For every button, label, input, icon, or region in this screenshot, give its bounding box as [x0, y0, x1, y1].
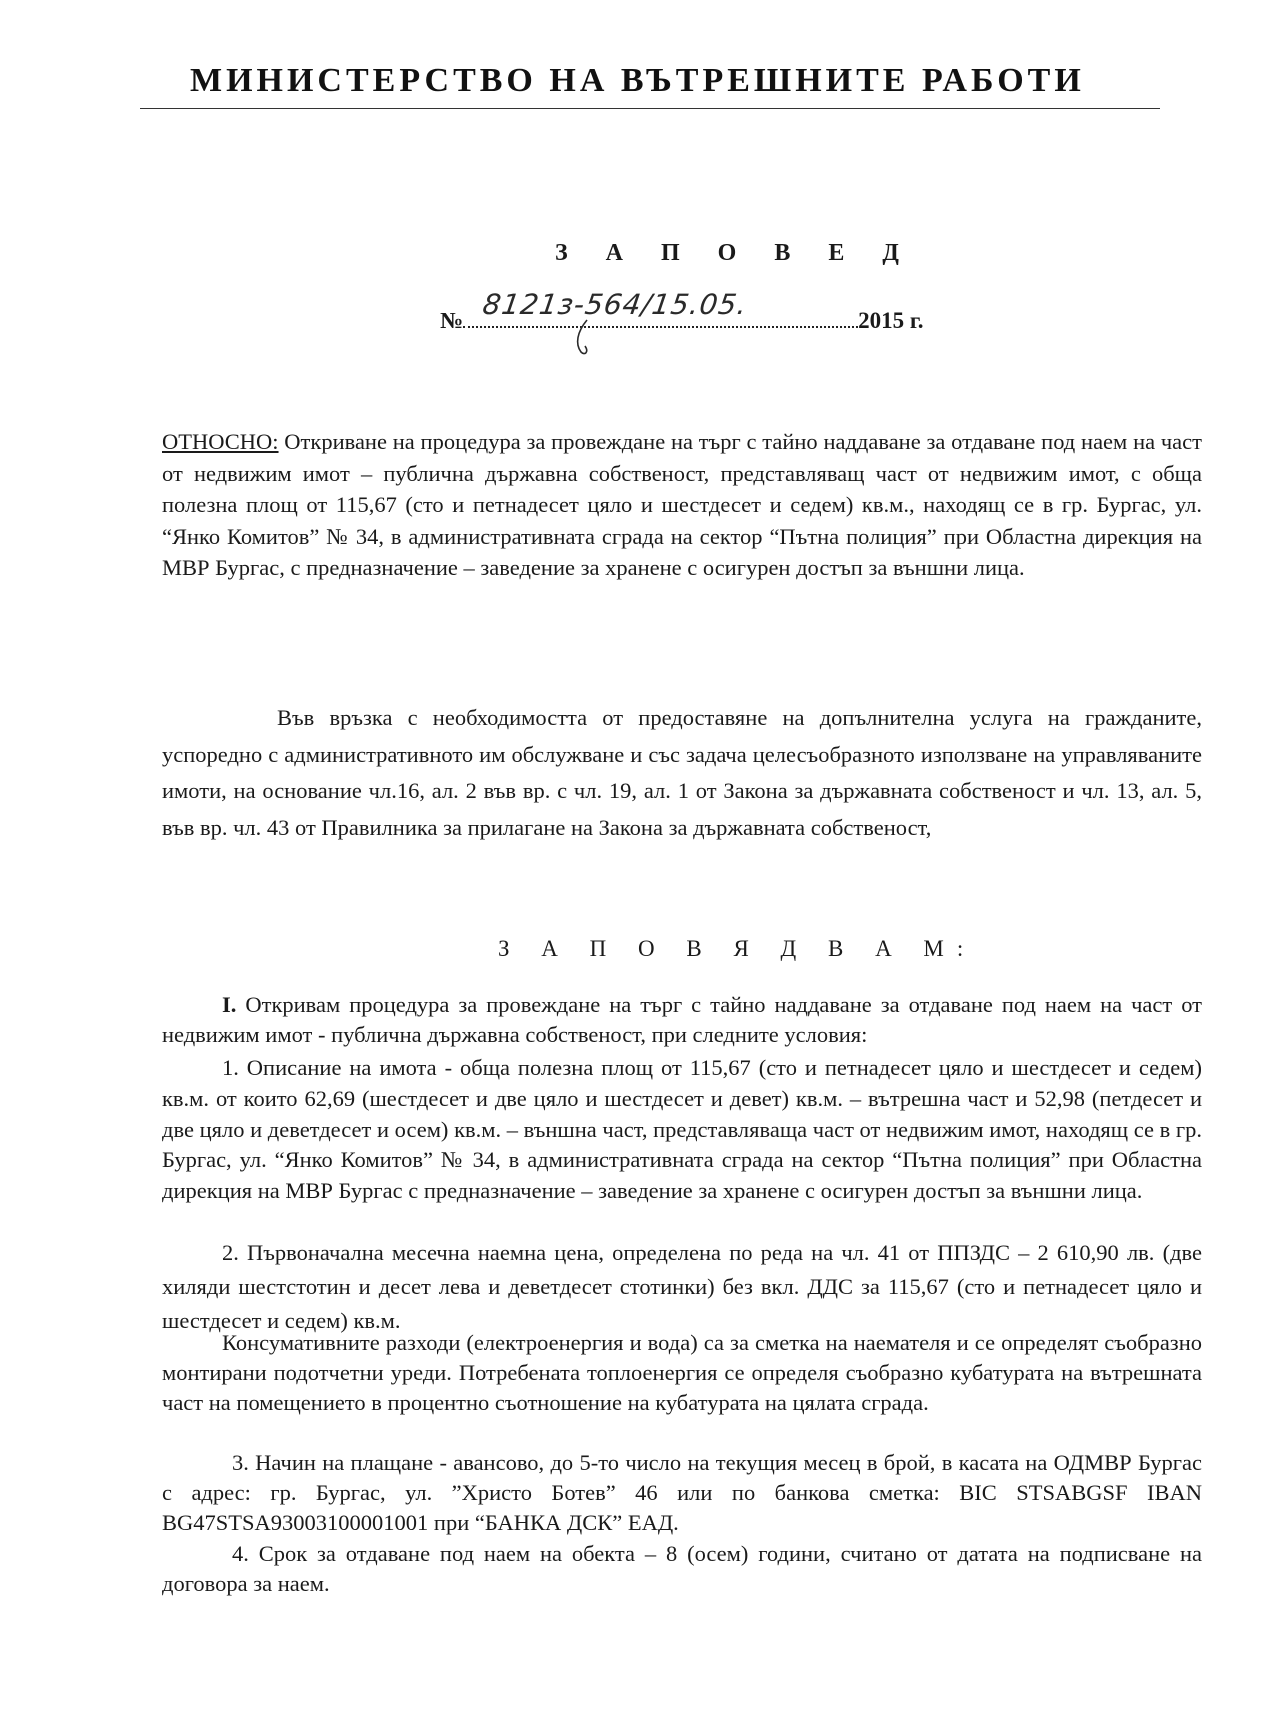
condition-2-price: 2. Първоначална месечна наемна цена, определена по реда на чл. 41 от ППЗДС – 2 610,90 лв. (две хиляди шестстотин и десет лева и деветдесет стотинки) без вкл. ДДС за 115,67 (сто и петнадесет цяло и шестдесет и седем) кв.м.: [162, 1240, 1202, 1333]
number-prefix: №: [440, 308, 464, 333]
subject-paragraph: [162, 426, 1202, 584]
handwriting-flourish: [573, 318, 595, 356]
subject-text: Откриване на процедура за провеждане на търг с тайно наддаване за отдаване под наем на част от недвижим имот – публична държавна собственост, представляващ част от недвижим имот, с обща полезна площ от 115,67 (сто и петнадесет цяло и шестдесет и седем) кв.м., находящ се в гр. Бургас, ул. “Янко Комитов” № 34, в административната сграда на сектор “Пътна полиция” при Областна дирекция на МВР Бургас, с предназначение – заведение за хранене с осигурен достъп за външни лица.: [162, 429, 1202, 580]
section-1-number: I.: [222, 992, 237, 1017]
condition-3-payment: 3. Начин на плащане - авансово, до 5-то число на текущия месец в брой, в касата на ОДМВР Бургас с адрес: гр. Бургас, ул. ”Христо Ботев” 46 или по банкова сметка: BIC STSABGSF IBAN BG47STSA93003100001001 при “БАНКА ДСК” ЕАД.: [162, 1450, 1202, 1535]
order-heading: З А П О В Я Д В А М:: [498, 936, 977, 961]
order-number: [440, 288, 924, 334]
number-year: 2015 г.: [858, 308, 924, 333]
condition-1-description: 1. Описание на имота - обща полезна площ от 115,67 (сто и петнадесет цяло и шестдесет и седем) кв.м. от които 62,69 (шестдесет и две цяло и шестдесет и девет) кв.м. – вътрешна част и 52,98 (петдесет и две цяло и деветдесет и осем) кв.м. – външна част, представляваща част от недвижим имот, находящ се в гр. Бургас, ул. “Янко Комитов” № 34, в административната сграда на сектор “Пътна полиция” при Областна дирекция на МВР Бургас с предназначение – заведение за хранене с осигурен достъп за външни лица.: [162, 1055, 1202, 1204]
heading-rule: [140, 108, 1160, 109]
number-dotted-line: [463, 288, 858, 328]
ministry-heading: МИНИСТЕРСТВО НА ВЪТРЕШНИТЕ РАБОТИ: [190, 62, 1085, 99]
order-title: З А П О В Е Д: [555, 240, 915, 266]
legal-basis-paragraph: Във връзка с необходимостта от предоставяне на допълнителна услуга на гражданите, успоредно с административното им обслужване и със задача целесъобразното използване на управляваните имоти, на основание чл.16, ал. 2 във вр. с чл. 19, ал. 1 от Закона за държавната собственост и чл. 13, ал. 5, във вр. чл. 43 от Правилника за прилагане на Закона за държавната собственост,: [162, 705, 1202, 840]
condition-4-term: 4. Срок за отдаване под наем на обекта – 8 (осем) години, считано от датата на подписване на договора за наем.: [162, 1541, 1202, 1596]
section-1: [162, 990, 1202, 1050]
handwritten-order-number: 8121з-564/15.05.: [480, 288, 750, 321]
subject-label: ОТНОСНО:: [162, 429, 279, 454]
section-1-text: Откривам процедура за провеждане на търг с тайно наддаване за отдаване под наем на част от недвижим имот - публична държавна собственост, при следните условия:: [162, 992, 1202, 1047]
utilities-paragraph: Консумативните разходи (електроенергия и вода) са за сметка на наемателя и се определят съобразно монтирани подотчетни уреди. Потребената топлоенергия се определя съобразно кубатурата на вътрешната част на помещението в процентно съотношение на кубатурата на цялата сграда.: [162, 1330, 1202, 1415]
